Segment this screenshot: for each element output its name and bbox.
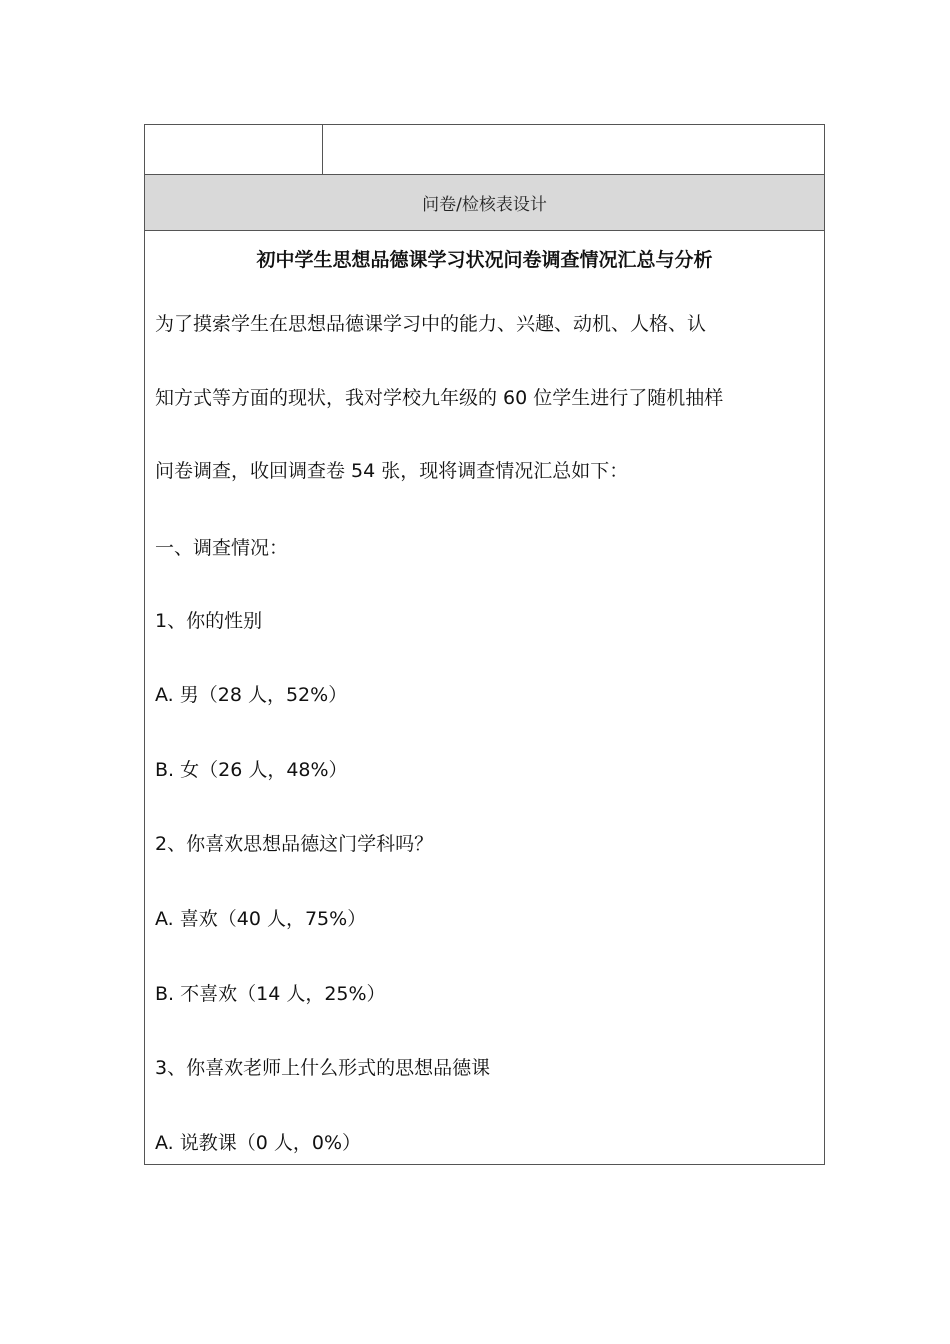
intro-line-2: 知方式等方面的现状，我对学校九年级的 60 位学生进行了随机抽样	[155, 387, 724, 409]
intro-line-3: 问卷调查，收回调查卷 54 张，现将调查情况汇总如下：	[155, 460, 629, 482]
question-3: 3、你喜欢老师上什么形式的思想品德课	[155, 1057, 491, 1079]
question-1-option-b: B. 女（26 人，48%）	[155, 759, 348, 781]
section-heading: 一、调查情况：	[155, 537, 289, 559]
document-table	[144, 124, 825, 1165]
question-1-option-a: A. 男（28 人，52%）	[155, 684, 348, 706]
document-body	[145, 231, 824, 1164]
section-label-row	[145, 175, 824, 231]
question-3-option-a: A. 说教课（0 人，0%）	[155, 1132, 362, 1154]
question-2-option-b: B. 不喜欢（14 人，25%）	[155, 983, 386, 1005]
table-top-row	[145, 125, 824, 175]
intro-line-1: 为了摸索学生在思想品德课学习中的能力、兴趣、动机、人格、认	[155, 313, 707, 335]
question-1: 1、你的性别	[155, 610, 263, 632]
section-label: 问卷/检核表设计	[422, 195, 547, 215]
question-2-option-a: A. 喜欢（40 人，75%）	[155, 908, 367, 930]
document-title: 初中学生思想品德课学习状况问卷调查情况汇总与分析	[256, 249, 713, 271]
table-cell-empty-right	[323, 125, 824, 174]
table-cell-empty-left	[145, 125, 323, 174]
question-2: 2、你喜欢思想品德这门学科吗？	[155, 833, 434, 855]
